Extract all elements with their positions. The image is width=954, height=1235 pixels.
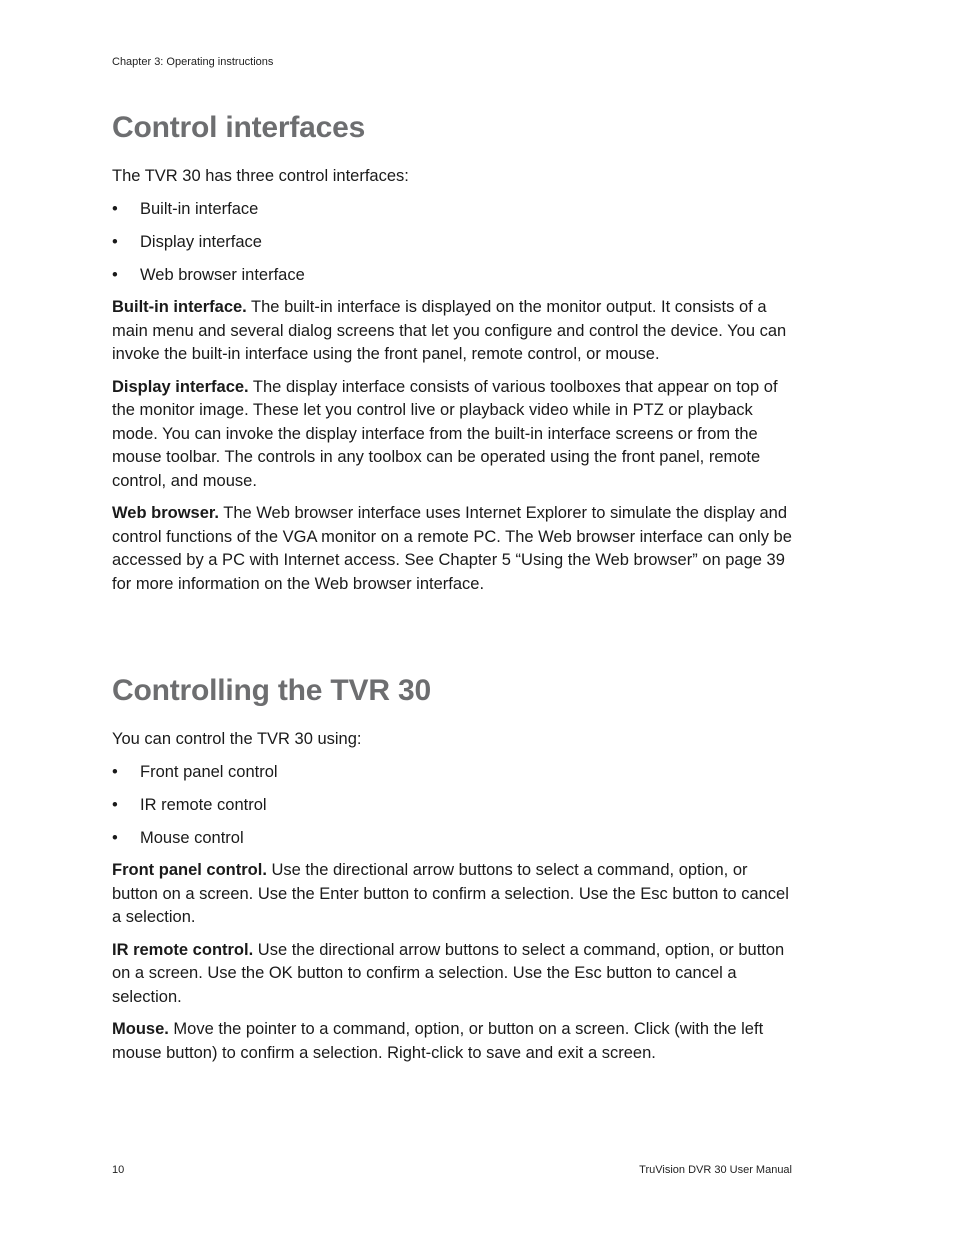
paragraph-built-in-interface: Built-in interface. The built-in interface is displayed on the monitor output. It consists of a main menu and several dialog screens that let you configure and control the device. You can invoke the built-in interface using the front panel, remote control, or mouse. bbox=[112, 298, 787, 363]
section1-bullet-list bbox=[112, 198, 792, 297]
section2-paragraphs bbox=[112, 859, 792, 1074]
bullet-icon: • bbox=[112, 266, 118, 284]
document-title: TruVision DVR 30 User Manual bbox=[639, 1164, 792, 1176]
paragraph-web-browser: Web browser. The Web browser interface uses Internet Explorer to simulate the display and control functions of the VGA monitor on a remote PC. The Web browser interface can only be accessed by a PC with Internet access. See Chapter 5 “Using the Web browser” on page 39 for more information on the Web browser interface. bbox=[112, 504, 792, 593]
running-header: Chapter 3: Operating instructions bbox=[112, 56, 274, 68]
paragraph-front-panel-control: Front panel control. Use the directional arrow buttons to select a command, option, or button on a screen. Use the Enter button to confirm a selection. Use the Esc button to cancel a selection. bbox=[112, 861, 789, 926]
list-item: • Built-in interface bbox=[112, 198, 792, 231]
section2-bullet-list bbox=[112, 761, 792, 860]
paragraph-ir-remote-control: IR remote control. Use the directional arrow buttons to select a command, option, or button on a screen. Use the OK button to confirm a selection. Use the Esc button to cancel a selection. bbox=[112, 940, 785, 1006]
section2-intro: You can control the TVR 30 using: bbox=[112, 730, 362, 748]
bullet-icon: • bbox=[112, 796, 118, 814]
list-item: • Mouse control bbox=[112, 827, 792, 860]
section1-intro: The TVR 30 has three control interfaces: bbox=[112, 167, 409, 185]
section1-paragraphs bbox=[112, 296, 792, 605]
page-number: 10 bbox=[112, 1164, 125, 1176]
bullet-icon: • bbox=[112, 763, 118, 781]
list-item: • IR remote control bbox=[112, 794, 792, 827]
list-item: • Web browser interface bbox=[112, 264, 792, 297]
bullet-icon: • bbox=[112, 829, 118, 847]
section-title-controlling-tvr30: Controlling the TVR 30 bbox=[112, 674, 431, 707]
list-item: • Display interface bbox=[112, 231, 792, 264]
bullet-icon: • bbox=[112, 233, 118, 251]
bullet-icon: • bbox=[112, 200, 118, 218]
list-item: • Front panel control bbox=[112, 761, 792, 794]
section-title-control-interfaces: Control interfaces bbox=[112, 111, 366, 144]
paragraph-mouse: Mouse. Move the pointer to a command, option, or button on a screen. Click (with the left mouse button) to confirm a selection. Right-click to save and exit a screen. bbox=[112, 1020, 764, 1062]
paragraph-display-interface: Display interface. The display interface consists of various toolboxes that appear on top of the monitor image. These let you control live or playback video while in PTZ or playback mode. You can invoke the display interface from the built-in interface screens or from the mouse toolbar. The controls in any toolbox can be operated using the front panel, remote control, and mouse. bbox=[112, 377, 778, 490]
